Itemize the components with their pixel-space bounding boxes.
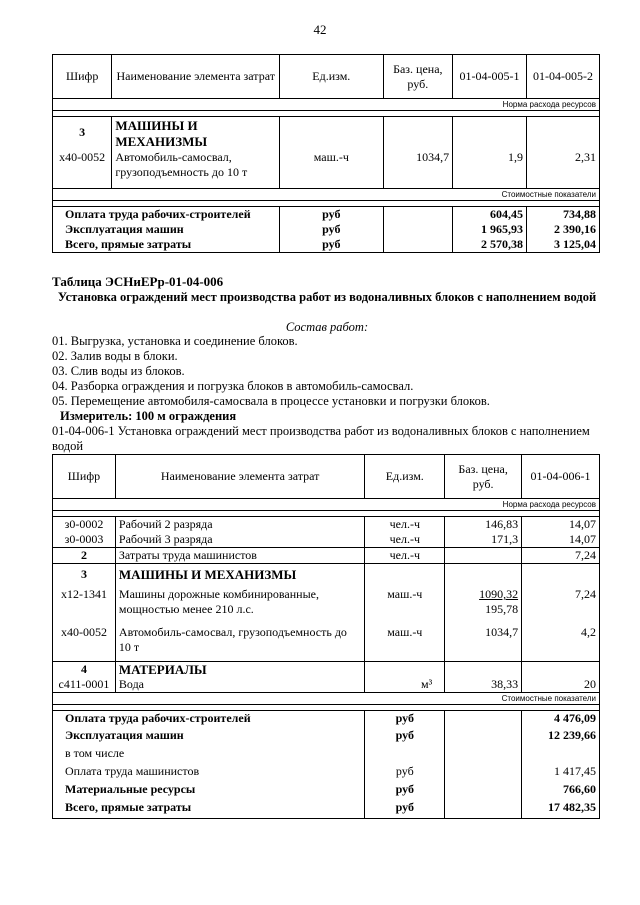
row-unit: чел.-ч bbox=[365, 517, 445, 533]
row-price: 1034,7 bbox=[445, 625, 522, 661]
header-price: Баз. цена, руб. bbox=[445, 455, 522, 499]
row-code: с411-0001 bbox=[53, 677, 116, 693]
total-col2: 734,88 bbox=[526, 206, 599, 222]
total-name: Эксплуатация машин bbox=[53, 222, 280, 237]
row-price: 171,3 bbox=[445, 532, 522, 548]
norm-label: Норма расхода ресурсов bbox=[53, 99, 600, 111]
norm-label: Норма расхода ресурсов bbox=[53, 499, 600, 511]
table-row bbox=[53, 746, 600, 764]
table-row bbox=[53, 710, 600, 728]
total-col1: 2 570,38 bbox=[453, 237, 527, 253]
row-col1: 7,24 bbox=[522, 583, 600, 625]
row-name: Машины дорожные комбинированные, мощностью менее 210 л.с. bbox=[115, 583, 364, 625]
price-secondary: 195,78 bbox=[485, 602, 519, 616]
total-name: Всего, прямые затраты bbox=[53, 237, 280, 253]
row-unit: маш.-ч bbox=[365, 583, 445, 625]
row-unit: чел.-ч bbox=[365, 548, 445, 564]
item-description: 01-04-006-1 Установка ограждений мест производства работ из водоналивных блоков с наполнением водой bbox=[52, 424, 590, 453]
total-col2: 2 390,16 bbox=[526, 222, 599, 237]
total-unit: руб bbox=[365, 764, 445, 782]
table-row bbox=[53, 564, 600, 584]
total-name: в том числе bbox=[53, 746, 365, 764]
total-name: Эксплуатация машин bbox=[53, 728, 365, 746]
row-name: Затраты труда машинистов bbox=[115, 548, 364, 564]
total-col1: 1 417,45 bbox=[522, 764, 600, 782]
total-name: Оплата труда машинистов bbox=[53, 764, 365, 782]
section-title: МАШИНЫ И МЕХАНИЗМЫ bbox=[115, 564, 364, 584]
total-name: Всего, прямые затраты bbox=[53, 800, 365, 818]
table-row bbox=[53, 661, 600, 677]
cost-label: Стоимостные показатели bbox=[53, 188, 600, 200]
row-code: з0-0003 bbox=[53, 532, 116, 548]
section-number: 3 bbox=[53, 564, 116, 584]
row-price bbox=[445, 548, 522, 564]
total-unit: руб bbox=[280, 237, 383, 253]
total-col1: 17 482,35 bbox=[522, 800, 600, 818]
table-row bbox=[53, 625, 600, 661]
step-3: 03. Слив воды из блоков. bbox=[52, 364, 185, 378]
total-unit: руб bbox=[365, 728, 445, 746]
total-name: Оплата труда рабочих-строителей bbox=[53, 206, 280, 222]
table-row bbox=[53, 222, 600, 237]
table-row bbox=[53, 117, 600, 151]
table-row bbox=[53, 206, 600, 222]
resource-table-2 bbox=[52, 454, 600, 819]
total-col2: 3 125,04 bbox=[526, 237, 599, 253]
step-1: 01. Выгрузка, установка и соединение блоков. bbox=[52, 334, 298, 348]
price-main: 1090,32 bbox=[479, 587, 519, 601]
header-col1: 01-04-005-1 bbox=[453, 55, 527, 99]
row-code: з0-0002 bbox=[53, 517, 116, 533]
total-unit: руб bbox=[365, 782, 445, 800]
row-price: 1034,7 bbox=[383, 150, 453, 188]
table-row bbox=[53, 548, 600, 564]
section-title: МАТЕРИАЛЫ bbox=[115, 661, 364, 677]
row-price: 38,33 bbox=[445, 677, 522, 693]
table-row bbox=[53, 728, 600, 746]
table-row bbox=[53, 782, 600, 800]
row-code: х12-1341 bbox=[53, 583, 116, 625]
table-row bbox=[53, 800, 600, 818]
total-name: Материальные ресурсы bbox=[53, 782, 365, 800]
table-row bbox=[53, 583, 600, 625]
header-name: Наименование элемента затрат bbox=[115, 455, 364, 499]
table-subtitle: Установка ограждений мест производства работ из водоналивных блоков с наполнением водой bbox=[57, 290, 597, 304]
table-header-row bbox=[53, 55, 600, 99]
row-code: 2 bbox=[53, 548, 116, 564]
row-name: Рабочий 2 разряда bbox=[115, 517, 364, 533]
total-unit: руб bbox=[280, 206, 383, 222]
step-4: 04. Разборка ограждения и погрузка блоков в автомобиль-самосвал. bbox=[52, 379, 414, 393]
total-col1: 766,60 bbox=[522, 782, 600, 800]
row-col1: 1,9 bbox=[453, 150, 527, 188]
row-unit: м³ bbox=[365, 677, 445, 693]
work-composition-label: Состав работ: bbox=[285, 320, 369, 334]
table-row bbox=[53, 764, 600, 782]
row-code: х40-0052 bbox=[53, 150, 112, 188]
table-row bbox=[53, 150, 600, 188]
row-name: Автомобиль-самосвал, грузоподъемность до 10 т bbox=[112, 150, 280, 188]
row-col1: 14,07 bbox=[522, 517, 600, 533]
section-number: 3 bbox=[53, 117, 112, 151]
row-unit: маш.-ч bbox=[365, 625, 445, 661]
cost-label: Стоимостные показатели bbox=[53, 692, 600, 704]
total-unit bbox=[365, 746, 445, 764]
total-unit: руб bbox=[365, 800, 445, 818]
table-row bbox=[53, 517, 600, 533]
table-row bbox=[53, 237, 600, 253]
table-title: Таблица ЭСНиЕРр-01-04-006 bbox=[52, 274, 224, 289]
table-row bbox=[53, 532, 600, 548]
header-unit: Ед.изм. bbox=[280, 55, 383, 99]
row-name: Рабочий 3 разряда bbox=[115, 532, 364, 548]
row-col1: 4,2 bbox=[522, 625, 600, 661]
row-price: 146,83 bbox=[445, 517, 522, 533]
row-unit: маш.-ч bbox=[280, 150, 383, 188]
total-col1: 4 476,09 bbox=[522, 710, 600, 728]
total-col1 bbox=[522, 746, 600, 764]
header-price: Баз. цена, руб. bbox=[383, 55, 453, 99]
header-col2: 01-04-005-2 bbox=[526, 55, 599, 99]
total-unit: руб bbox=[365, 710, 445, 728]
total-col1: 1 965,93 bbox=[453, 222, 527, 237]
row-name: Вода bbox=[115, 677, 364, 693]
resource-table-1 bbox=[52, 54, 600, 253]
table-header-row bbox=[53, 455, 600, 499]
step-5: 05. Перемещение автомобиля-самосвала в процессе установки и погрузки блоков. bbox=[52, 394, 490, 408]
header-code: Шифр bbox=[53, 455, 116, 499]
header-name: Наименование элемента затрат bbox=[112, 55, 280, 99]
step-2: 02. Залив воды в блоки. bbox=[52, 349, 178, 363]
measure-unit: Измеритель: 100 м ограждения bbox=[60, 409, 237, 423]
row-unit: чел.-ч bbox=[365, 532, 445, 548]
header-unit: Ед.изм. bbox=[365, 455, 445, 499]
row-code: х40-0052 bbox=[53, 625, 116, 661]
total-col1: 12 239,66 bbox=[522, 728, 600, 746]
row-col1: 20 bbox=[522, 677, 600, 693]
total-col1: 604,45 bbox=[453, 206, 527, 222]
row-col1: 14,07 bbox=[522, 532, 600, 548]
row-price bbox=[445, 583, 522, 625]
section-number: 4 bbox=[53, 661, 116, 677]
total-unit: руб bbox=[280, 222, 383, 237]
row-col1: 7,24 bbox=[522, 548, 600, 564]
row-col2: 2,31 bbox=[526, 150, 599, 188]
header-code: Шифр bbox=[53, 55, 112, 99]
section-title: МАШИНЫ И МЕХАНИЗМЫ bbox=[112, 117, 280, 151]
header-col1: 01-04-006-1 bbox=[522, 455, 600, 499]
table-row bbox=[53, 677, 600, 693]
total-name: Оплата труда рабочих-строителей bbox=[53, 710, 365, 728]
row-name: Автомобиль-самосвал, грузоподъемность до 10 т bbox=[115, 625, 364, 661]
page-number: 42 bbox=[313, 22, 327, 37]
